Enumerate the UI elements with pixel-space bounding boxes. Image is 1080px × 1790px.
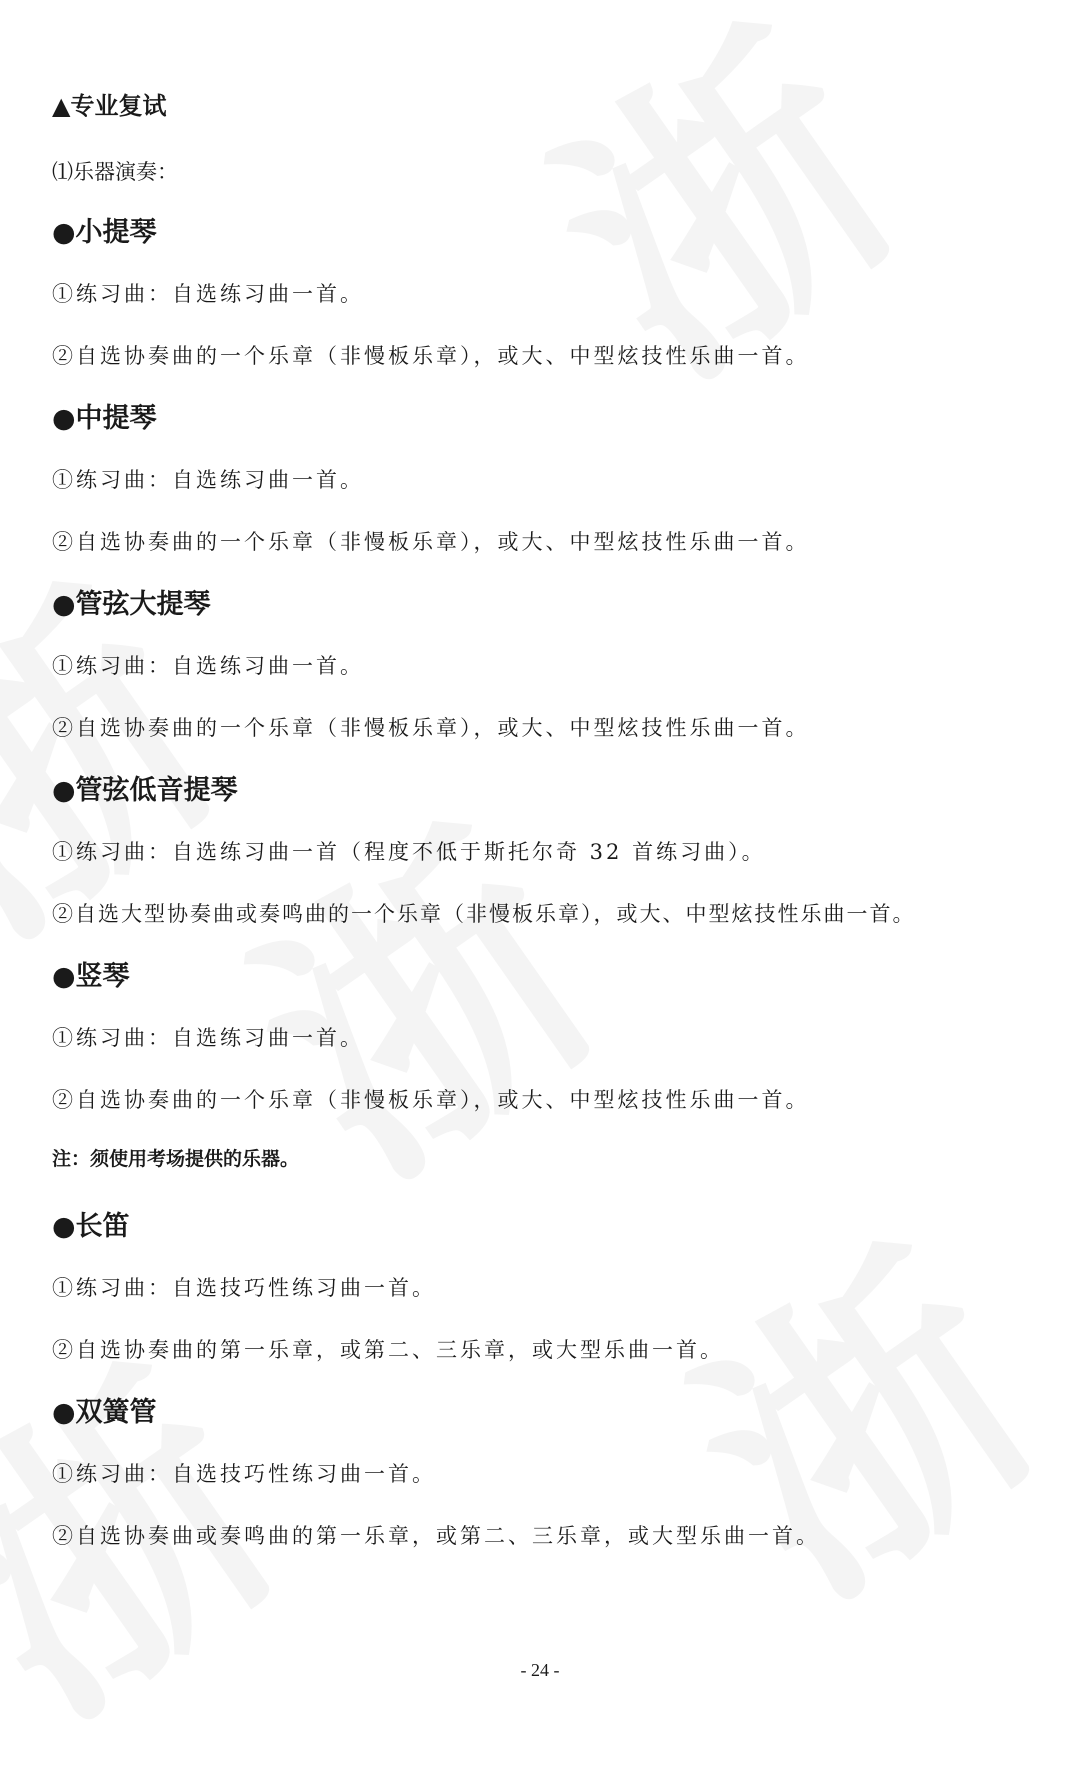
instrument-title: ●中提琴: [52, 403, 157, 434]
watermark: [607, 1121, 1080, 1669]
requirement-item: ②自选协奏曲的一个乐章（非慢板乐章），或大、中型炫技性乐曲一首。: [52, 716, 810, 740]
instrument-title: ●竖琴: [52, 961, 130, 992]
requirement-item: ②自选协奏曲的第一乐章，或第二、三乐章，或大型乐曲一首。: [52, 1338, 724, 1362]
section-heading: ▲专业复试: [52, 92, 167, 120]
requirement-item: ①练习曲：自选技巧性练习曲一首。: [52, 1276, 436, 1300]
page-number: - 24 -: [520, 1660, 560, 1680]
intro-line: ⑴乐器演奏：: [52, 160, 178, 184]
note-text: 注：须使用考场提供的乐器。: [52, 1148, 300, 1170]
instrument-title: ●长笛: [52, 1211, 130, 1242]
instrument-title: ●管弦低音提琴: [52, 775, 238, 806]
instrument-title: ●管弦大提琴: [52, 589, 211, 620]
requirement-item: ①练习曲：自选练习曲一首（程度不低于斯托尔奇 32 首练习曲）。: [52, 840, 766, 864]
requirement-item: ①练习曲：自选技巧性练习曲一首。: [52, 1462, 436, 1486]
requirement-item: ②自选大型协奏曲或奏鸣曲的一个乐章（非慢板乐章），或大、中型炫技性乐曲一首。: [52, 902, 916, 926]
requirement-item: ①练习曲：自选练习曲一首。: [52, 654, 364, 678]
instrument-title: ●双簧管: [52, 1397, 157, 1428]
requirement-item: ②自选协奏曲的一个乐章（非慢板乐章），或大、中型炫技性乐曲一首。: [52, 344, 810, 368]
watermark: [467, 0, 993, 450]
requirement-item: ①练习曲：自选练习曲一首。: [52, 468, 364, 492]
requirement-item: ②自选协奏曲的一个乐章（非慢板乐章），或大、中型炫技性乐曲一首。: [52, 1088, 810, 1112]
requirement-item: ①练习曲：自选练习曲一首。: [52, 1026, 364, 1050]
instrument-title: ●小提琴: [52, 217, 157, 248]
requirement-item: ②自选协奏曲的一个乐章（非慢板乐章），或大、中型炫技性乐曲一首。: [52, 530, 810, 554]
requirement-item: ②自选协奏曲或奏鸣曲的第一乐章，或第二、三乐章，或大型乐曲一首。: [52, 1524, 820, 1548]
watermark: [0, 1241, 373, 1789]
requirement-item: ①练习曲：自选练习曲一首。: [52, 282, 364, 306]
